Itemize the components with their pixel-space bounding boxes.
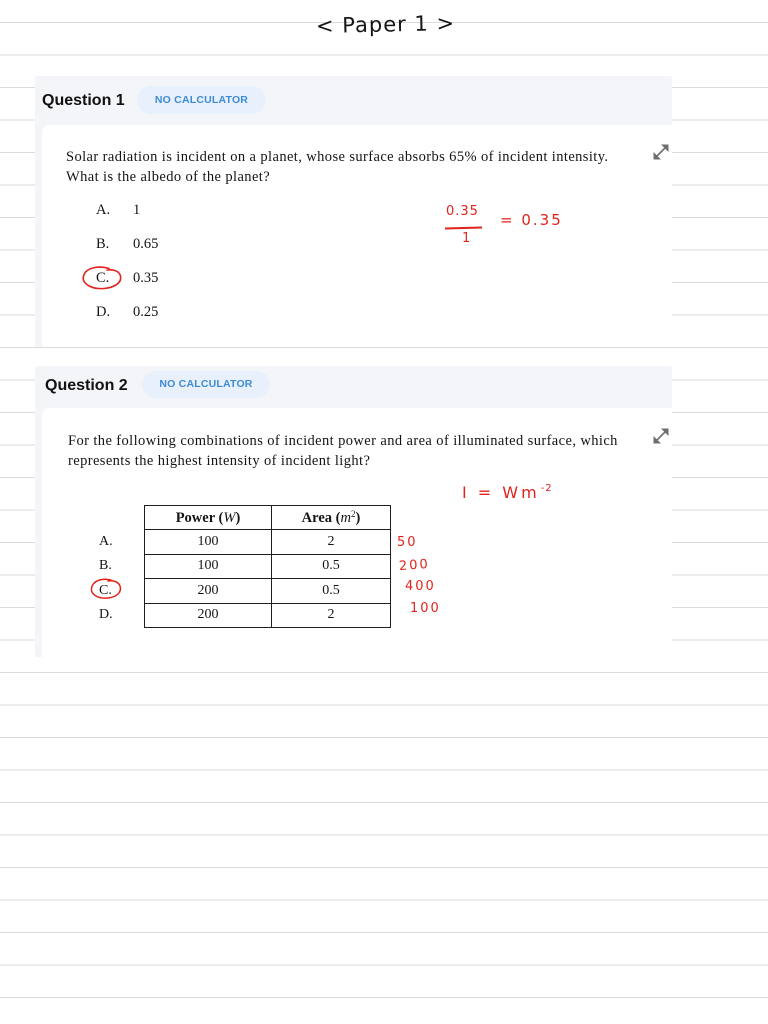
handwritten-row-note: 400 (405, 579, 436, 594)
header-label: Power (175, 509, 215, 526)
answer-option (42, 234, 262, 254)
pasted-question-2[interactable] (35, 366, 672, 657)
pasted-question-1[interactable] (35, 76, 672, 347)
question-text-line: For the following combinations of incident power and area of illuminated surface, which (68, 433, 618, 449)
table-cell-area: 0.5 (272, 554, 391, 578)
option-value: 0.25 (133, 304, 159, 320)
option-letter: A. (99, 534, 113, 550)
question-heading: Question 2 (45, 377, 128, 394)
header-paren: ( (335, 509, 341, 526)
handwritten-answer-circle (80, 264, 124, 292)
question-heading: Question 1 (42, 92, 125, 109)
table-header-area (272, 506, 391, 530)
option-letter: D. (96, 304, 111, 320)
header-unit: m (340, 509, 351, 526)
formula-exponent: -2 (540, 483, 553, 494)
table-cell-area: 2 (272, 530, 391, 554)
header-paren: ( (218, 509, 224, 526)
answer-option (42, 268, 262, 288)
question-body (42, 125, 672, 347)
header-label: Area (301, 509, 333, 526)
option-letter: C. (96, 270, 110, 286)
question-text-line: Solar radiation is incident on a planet, whose surface absorbs 65% of incident intensity. (66, 149, 609, 165)
handwritten-answer-circle (89, 577, 123, 601)
option-letter: C. (99, 582, 112, 598)
option-value: 0.35 (133, 270, 159, 286)
handwritten-fraction-numerator: 0.35 (446, 204, 479, 219)
header-unit: W (223, 509, 236, 526)
table-cell-area: 0.5 (272, 579, 391, 603)
options-table (99, 505, 391, 628)
question-text-line: represents the highest intensity of incident light? (68, 453, 371, 469)
table-row (99, 530, 391, 554)
question-body (42, 408, 672, 657)
option-letter: B. (96, 236, 110, 252)
option-letter: A. (96, 202, 111, 218)
table-row (99, 579, 391, 603)
handwritten-row-note: 50 (397, 535, 418, 550)
table-header-power (145, 506, 272, 530)
handwritten-row-note: 100 (410, 601, 441, 616)
header-paren: ) (355, 509, 361, 526)
handwritten-fraction-denominator: 1 (462, 231, 471, 246)
option-value: 1 (133, 202, 141, 218)
table-row (99, 554, 391, 578)
option-letter: B. (99, 558, 112, 574)
table-corner-cell (99, 506, 145, 530)
table-cell-power: 100 (145, 530, 272, 554)
handwritten-intensity-formula (462, 482, 553, 504)
question-text-line: What is the albedo of the planet? (66, 169, 271, 185)
option-letter: D. (99, 607, 113, 623)
option-value: 0.65 (133, 236, 159, 252)
answer-option (42, 302, 262, 322)
handwritten-row-note: 200 (398, 556, 431, 575)
no-calculator-badge: NO CALCULATOR (142, 371, 270, 398)
formula-text: I = Wm (462, 483, 540, 502)
answer-option (42, 200, 262, 220)
no-calculator-badge: NO CALCULATOR (137, 86, 266, 114)
table-cell-power: 100 (145, 554, 272, 578)
expand-icon (651, 142, 671, 162)
table-header-row (99, 506, 391, 530)
handwritten-result: = 0.35 (500, 211, 563, 229)
expand-icon (651, 426, 671, 446)
table-cell-area: 2 (272, 603, 391, 627)
header-paren: ) (235, 509, 241, 526)
handwritten-page-title: < Paper 1 > (315, 11, 456, 38)
header-unit-exponent: 2 (350, 508, 356, 519)
table-cell-power: 200 (145, 603, 272, 627)
table-cell-power: 200 (145, 579, 272, 603)
table-row (99, 603, 391, 627)
